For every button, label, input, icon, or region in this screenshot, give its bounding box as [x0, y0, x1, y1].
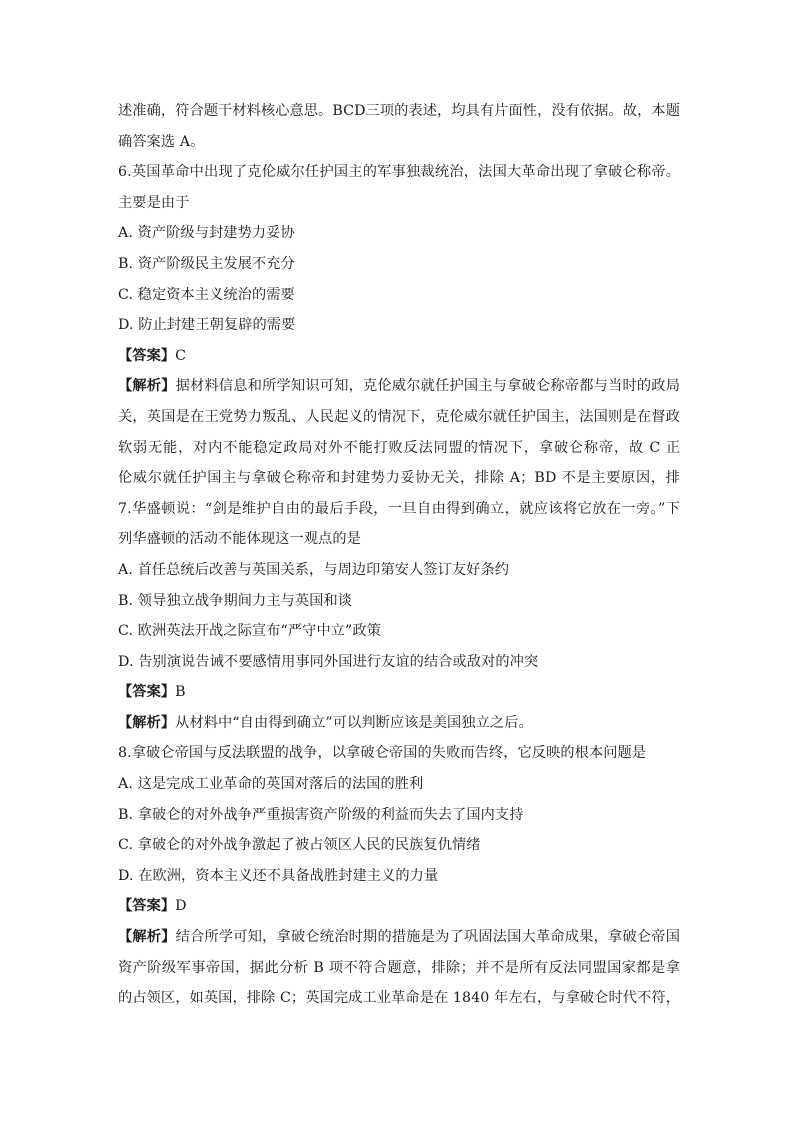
line-text: A. 这是完成工业革命的英国对落后的法国的胜利 — [118, 776, 424, 793]
text-line — [118, 800, 680, 831]
line-text: 述准确，符合题干材料核心意思。BCD三项的表述，均具有片面性，没有依据。故，本题 — [118, 103, 680, 119]
text-line — [118, 708, 680, 739]
text-line — [118, 218, 680, 249]
text-line — [118, 738, 680, 769]
line-text: 软弱无能，对内不能稳定政局对外不能打败反法同盟的情况下，拿破仑称帝，故 C 正 — [118, 439, 680, 456]
line-text: 资产阶级军事帝国，据此分析 B 项不符合题意，排除；并不是所有反法同盟国家都是拿 — [118, 959, 680, 976]
line-text: 伦威尔就任护国主与拿破仑称帝和封建势力妥协无关，排除 A；BD 不是主要原因，排 — [118, 470, 680, 487]
line-text: B. 拿破仑的对外战争严重损害资产阶级的利益而失去了国内支持 — [118, 806, 524, 823]
text-line — [118, 586, 680, 617]
line-text: A. 首任总统后改善与英国关系，与周边印第安人签订友好条约 — [118, 561, 510, 578]
text-line — [118, 433, 680, 464]
text-line — [118, 555, 680, 586]
line-text: B — [175, 684, 186, 701]
text-line — [118, 953, 680, 984]
line-text: C. 稳定资本主义统治的需要 — [118, 286, 295, 303]
section-tag: 【答案】 — [118, 684, 176, 701]
text-line — [118, 524, 680, 555]
text-line — [118, 922, 680, 953]
text-line — [118, 157, 680, 188]
line-text: C. 拿破仑的对外战争激起了被占领区人民的民族复仇情绪 — [118, 837, 481, 854]
line-text: 从材料中“自由得到确立”可以判断应该是美国独立之后。 — [175, 714, 533, 731]
text-line — [118, 249, 680, 280]
text-line — [118, 647, 680, 678]
section-tag: 【答案】 — [118, 898, 176, 915]
line-text: B. 资产阶级民主发展不充分 — [118, 255, 295, 272]
text-line — [118, 96, 680, 127]
line-text: 8.拿破仑帝国与反法联盟的战争，以拿破仑帝国的失败而告终，它反映的根本问题是 — [118, 745, 647, 762]
text-line — [118, 402, 680, 433]
section-tag: 【解析】 — [118, 929, 176, 946]
line-text: 主要是由于 — [118, 194, 190, 211]
line-text: 6.英国革命中出现了克伦威尔任护国主的军事独裁统治，法国大革命出现了拿破仑称帝。 — [118, 164, 680, 181]
text-line — [118, 494, 680, 525]
line-text: B. 领导独立战争期间力主与英国和谈 — [118, 592, 353, 609]
text-line — [118, 861, 680, 892]
line-text: 确答案选 A。 — [118, 133, 205, 150]
text-line — [118, 463, 680, 494]
line-text: D — [175, 898, 187, 915]
line-text: C — [175, 347, 187, 364]
section-tag: 【解析】 — [118, 378, 176, 395]
text-line — [118, 616, 680, 647]
line-text: 7.华盛顿说：“剑是维护自由的最后手段，一旦自由得到确立，就应该将它放在一旁。”下 — [118, 500, 680, 517]
line-text: C. 欧洲英法开战之际宣布“严守中立”政策 — [118, 623, 381, 640]
text-line — [118, 188, 680, 219]
line-text: 列华盛顿的活动不能体现这一观点的是 — [118, 531, 361, 548]
line-text: 据材料信息和所学知识可知，克伦威尔就任护国主与拿破仑称帝都与当时的政局 — [175, 378, 680, 395]
text-line — [118, 341, 680, 372]
text-line — [118, 769, 680, 800]
line-text: 关，英国是在王党势力叛乱、人民起义的情况下，克伦威尔就任护国主，法国则是在督政 — [118, 408, 680, 425]
text-line — [118, 280, 680, 311]
line-text: D. 在欧洲，资本主义还不具备战胜封建主义的力量 — [118, 867, 439, 884]
line-text: A. 资产阶级与封建势力妥协 — [118, 225, 295, 242]
line-text: D. 防止封建王朝复辟的需要 — [118, 317, 296, 334]
section-tag: 【答案】 — [118, 347, 176, 364]
section-tag: 【解析】 — [118, 714, 176, 731]
line-text: 的占领区，如英国，排除 C；英国完成工业革命是在 1840 年左右，与拿破仑时代不符， — [118, 990, 680, 1007]
text-line — [118, 310, 680, 341]
document-page — [118, 96, 680, 1014]
line-text: D. 告别演说告诫不要感情用事同外国进行友谊的结合或敌对的冲突 — [118, 653, 539, 670]
text-line — [118, 127, 680, 158]
text-line — [118, 677, 680, 708]
line-text: 结合所学可知，拿破仑统治时期的措施是为了巩固法国大革命成果，拿破仑帝国 — [175, 929, 680, 946]
text-line — [118, 371, 680, 402]
text-line — [118, 983, 680, 1014]
text-line — [118, 891, 680, 922]
text-line — [118, 830, 680, 861]
